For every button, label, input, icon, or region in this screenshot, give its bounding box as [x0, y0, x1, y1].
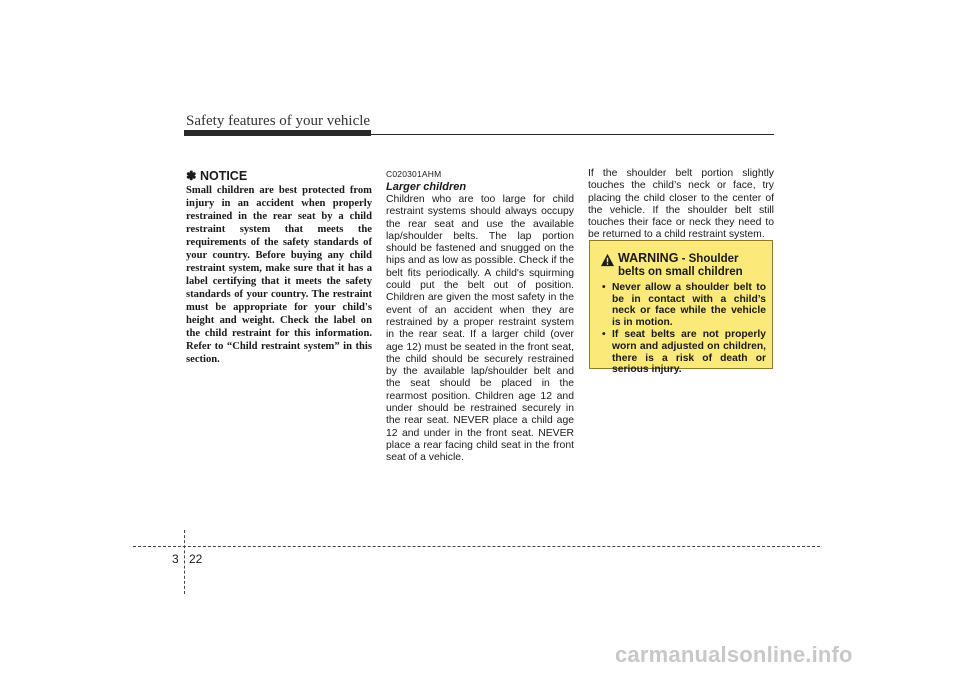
bullet-icon: • — [602, 282, 606, 293]
bullet-icon: • — [602, 329, 606, 341]
warning-item: • Never allow a shoulder belt to be in contact with a child’s neck or face while the vehicle is in motion. — [602, 282, 766, 328]
page-number: 22 — [189, 552, 203, 566]
section-body: Children who are too large for child restraint systems should always occupy the rear seat and use the available lap/shoulder belts. The lap portion should be fastened and snugged on the hips and as low as possible. Check if the belt fits periodically. A child's squirming could put the belt out of position. Children are given the most safety in the event of an accident when they are restrained by a proper restraint system in the rear seat. If a larger child (over age 12) must be seated in the front seat, the child should be securely restrained by the available lap/shoulder belt and the seat should be placed in the rearmost position. Children age 12 and under should be restrained securely in the rear seat. NEVER place a child age 12 and under in the front seat. NEVER place a rear facing child seat in the front seat of a vehicle. — [386, 194, 574, 464]
warning-title: - Shoulder belts on small children — [618, 253, 743, 278]
header-tab-bar — [184, 130, 371, 136]
page-header-title: Safety features of your vehicle — [186, 113, 371, 129]
warning-heading — [600, 252, 766, 278]
header-rule — [371, 134, 774, 135]
notice-column — [186, 168, 372, 366]
footer-vertical-dashed-rule — [184, 530, 185, 594]
warning-list — [600, 282, 766, 376]
notice-body: Small children are best protected from injury in an accident when properly restrained in the rear seat by a child restraint system that meets the requirements of the safety standards of your country. Before buying any child restraint system, make sure that it has a label certifying that it meets the safety standards of your country. The restraint must be appropriate for your child's height and weight. Check the label on the child restraint for this information. Refer to “Child restraint system” in this section. — [186, 185, 372, 365]
larger-children-column — [386, 168, 574, 465]
section-subheading: Larger children — [386, 181, 467, 193]
notice-heading: ✽ NOTICE — [186, 169, 248, 183]
warning-triangle-icon — [600, 253, 615, 267]
footer-dashed-rule — [133, 546, 820, 547]
warning-item: • If seat belts are not properly worn and adjusted on children, there is a risk of death or serious injury. — [602, 329, 766, 376]
watermark: carmanualsonline.info — [615, 642, 853, 667]
chapter-number: 3 — [172, 552, 179, 566]
warning-label: WARNING — [618, 251, 679, 265]
continued-column — [588, 168, 774, 242]
section-code: C020301AHM — [386, 169, 442, 179]
warning-box — [589, 240, 773, 376]
section-continued: If the shoulder belt portion slightly touches the child’s neck or face, try placing the child closer to the center of the vehicle. If the shoulder belt still touches their face or neck they need to be returned to a child restraint system. — [588, 168, 774, 241]
